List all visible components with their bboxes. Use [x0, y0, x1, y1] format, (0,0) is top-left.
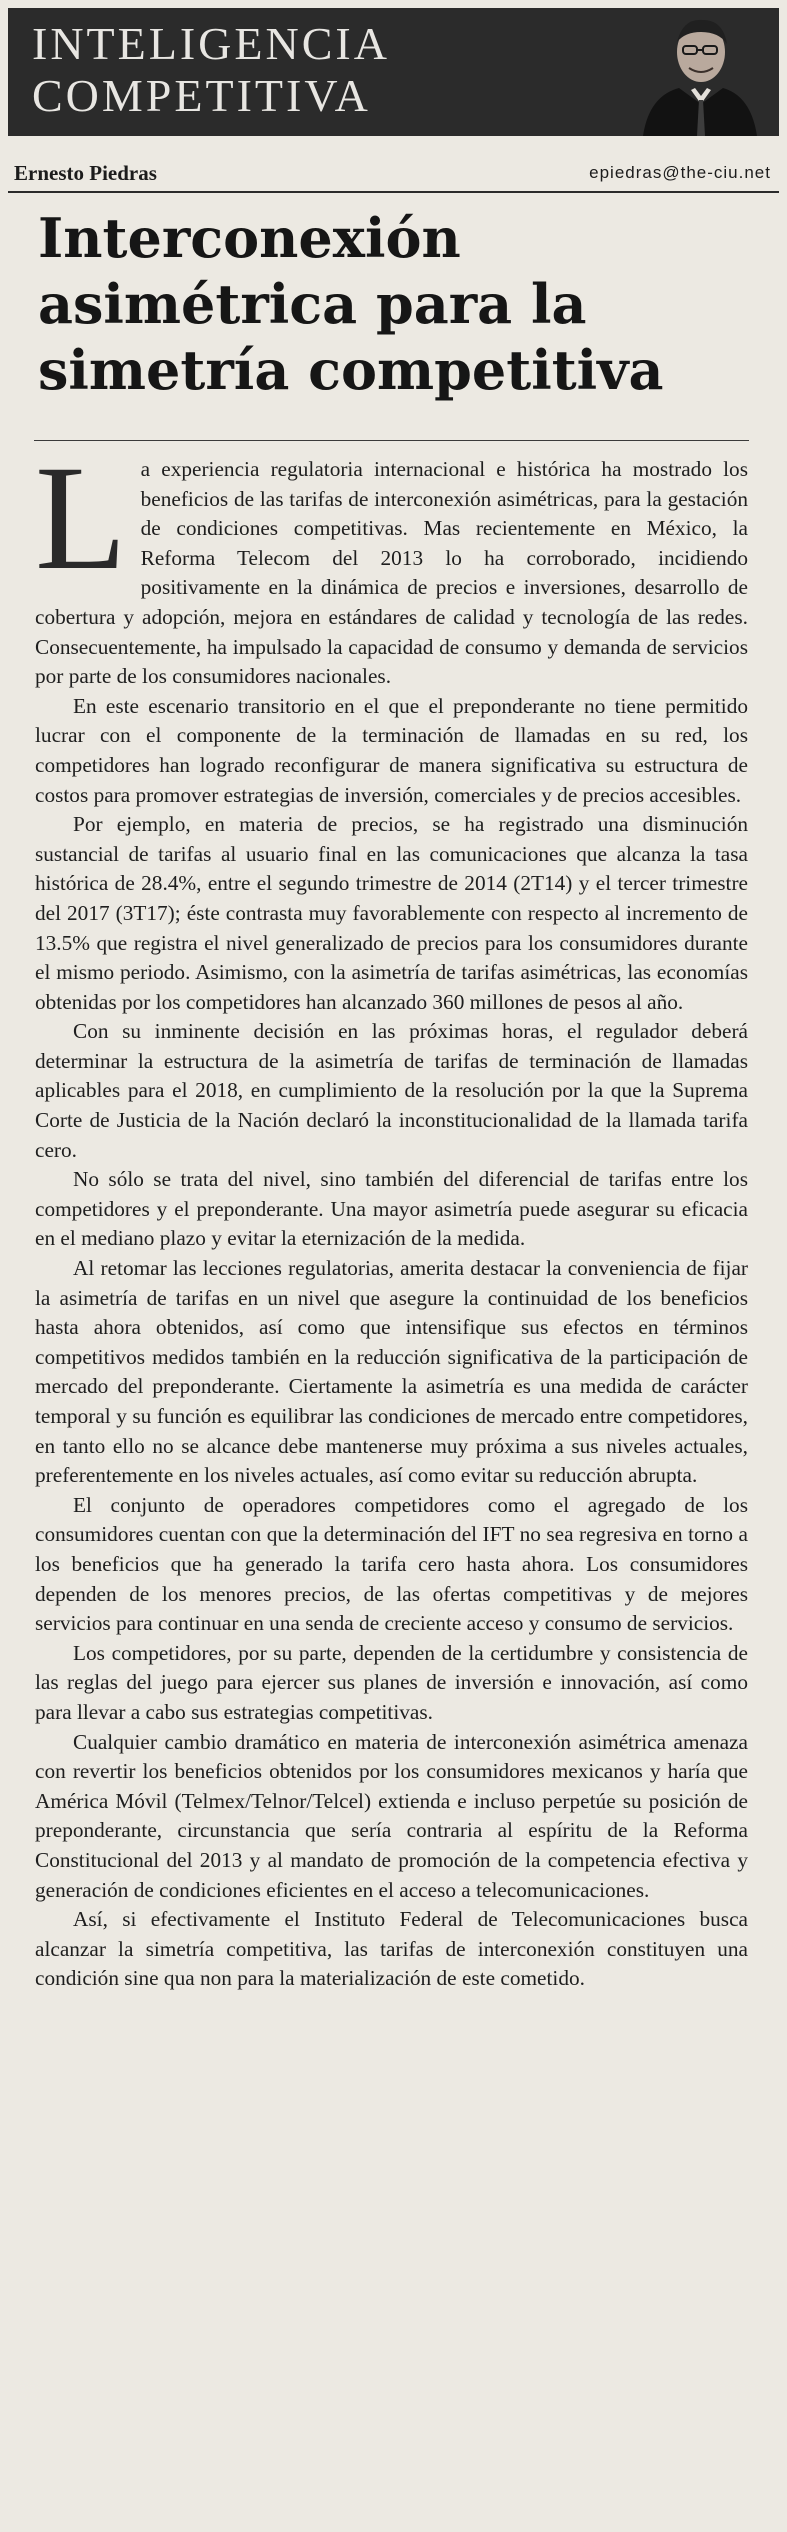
article-paragraph-2: En este escenario transitorio en el que el preponderante no tiene permitido lucrar con el componente de la terminación de llamadas en su red, los competidores han logrado reconfigurar de manera significativa su estructura de costos para promover estrategias de inversión, comerciales y de precios accesibles.	[35, 693, 748, 807]
first-paragraph-text: a experiencia regulatoria internacional e histórica ha mostrado los beneficios de las tarifas de interconexión asimétricas, para la gestación de condiciones competitivas. Mas recientemente en México, la Reforma Telecom del 2013 lo ha corroborado, incidiendo positivamente en la dinámica de precios e inversiones, desarrollo de cobertura y adopción, mejora en estándares de calidad y tecnología de las redes. Consecuentemente, ha impulsado la capacidad de consumo y demanda de servicios por parte de los consumidores nacionales.	[35, 457, 748, 689]
headline-divider	[34, 440, 749, 441]
article-paragraph-1	[35, 435, 748, 692]
column-name-line1: INTELIGENCIA	[32, 18, 390, 69]
author-photo	[639, 8, 759, 136]
author-name: Ernesto Piedras	[14, 161, 157, 185]
article-body	[35, 435, 748, 1994]
column-header	[8, 8, 779, 136]
drop-cap: L	[35, 435, 127, 601]
column-name	[32, 18, 390, 122]
article-paragraph-8: Los competidores, por su parte, dependen de la certidumbre y consistencia de las reglas del juego para ejercer sus planes de inversión e innovación, así como para llevar a cabo sus estrategias competitivas.	[35, 1640, 748, 1724]
article-paragraph-4: Con su inminente decisión en las próximas horas, el regulador deberá determinar la estructura de la asimetría de tarifas de terminación de llamadas aplicables para el 2018, en cumplimiento de la resolución por la que la Suprema Corte de Justicia de la Nación declaró la inconstitucionalidad de la llamada tarifa cero.	[35, 1019, 748, 1162]
article-paragraph-6: Al retomar las lecciones regulatorias, amerita destacar la conveniencia de fijar la asimetría de tarifas en un nivel que asegure la continuidad de los beneficios hasta ahora obtenidos, así como que intensifique sus efectos en términos competitivos medidos también en la reducción significativa de la participación de mercado del preponderante. Ciertamente la asimetría es una medida de carácter temporal y su función es equilibrar las condiciones de mercado entre competidores, en tanto ello no se alcance debe mantenerse muy próxima a sus niveles actuales, preferentemente en los niveles actuales, así como evitar su reducción abrupta.	[35, 1256, 748, 1488]
article-paragraph-9: Cualquier cambio dramático en materia de interconexión asimétrica amenaza con revertir los beneficios obtenidos por los consumidores mexicanos y haría que América Móvil (Telmex/Telnor/Telcel) extienda e incluso perpetúe su posición de preponderante, circunstancia que sería contraria al espíritu de la Reforma Constitucional del 2013 y al mandato de promoción de la competencia efectiva y generación de condiciones eficientes en el acceso a telecomunicaciones.	[35, 1729, 748, 1902]
article-paragraph-7: El conjunto de operadores competidores como el agregado de los consumidores cuentan con que la determinación del IFT no sea regresiva en torno a los beneficios que ha generado la tarifa cero hasta ahora. Los consumidores dependen de los menores precios, de las ofertas competitivas y de mejores servicios para continuar en una senda de creciente acceso y consumo de servicios.	[35, 1492, 748, 1636]
article-headline: Interconexión asimétrica para la simetría competitiva	[38, 206, 664, 402]
author-email: epiedras@the-ciu.net	[589, 163, 771, 182]
article-paragraph-10: Así, si efectivamente el Instituto Federal de Telecomunicaciones busca alcanzar la simetría competitiva, las tarifas de interconexión constituyen una condición sine qua non para la materialización de este cometido.	[35, 1907, 748, 1991]
article-paragraph-3: Por ejemplo, en materia de precios, se ha registrado una disminución sustancial de tarifas al usuario final en las comunicaciones que alcanza la tasa histórica de 28.4%, entre el segundo trimestre de 2014 (2T14) y el tercer trimestre del 2017 (3T17); éste contrasta muy favorablemente con respecto al incremento de 13.5% que registra el nivel generalizado de precios para los consumidores durante el mismo periodo. Asimismo, con la asimetría de tarifas asimétricas, las economías obtenidas por los competidores han alcanzado 360 millones de pesos al año.	[35, 812, 748, 1014]
byline	[8, 157, 779, 193]
column-name-line2: COMPETITIVA	[32, 70, 371, 121]
article-paragraph-5: No sólo se trata del nivel, sino también del diferencial de tarifas entre los competidores y el preponderante. Una mayor asimetría puede asegurar su eficacia en el mediano plazo y evitar la eternización de la medida.	[35, 1167, 748, 1251]
